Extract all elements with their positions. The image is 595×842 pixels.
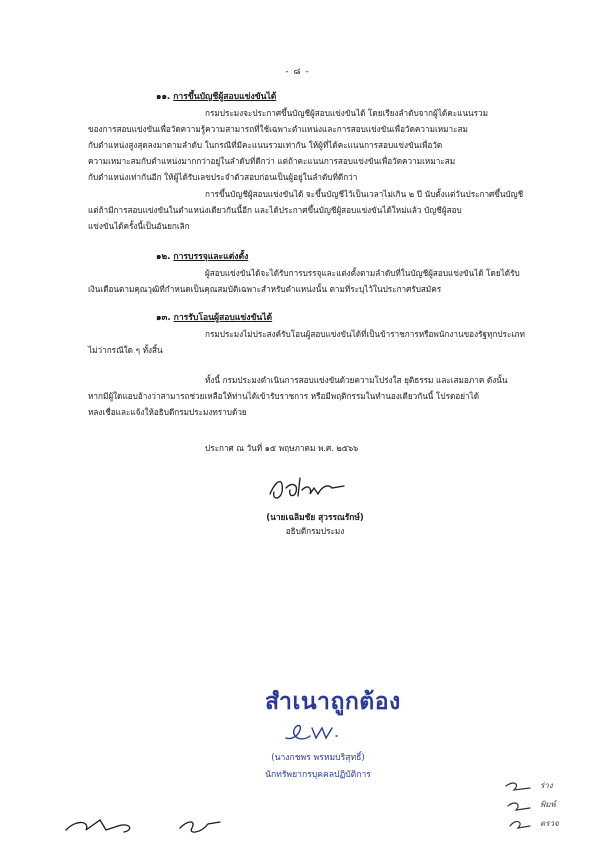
s11-line-7: แต่ถ้ามีการสอบแข่งขันในตำแหน่งเดียวกันนี้อีก และได้ประกาศขึ้นบัญชีผู้สอบแข่งขันได้ใหม่แล้ว บัญชีผู้สอบ xyxy=(88,205,462,215)
section-number: ๑๓. xyxy=(156,313,171,323)
signer-name: (นายเฉลิมชัย สุวรรณรักษ์) xyxy=(266,512,364,522)
certifier-title: นักทรัพยากรบุคคลปฏิบัติการ xyxy=(265,770,371,780)
s11-line-2: ของการสอบแข่งขันเพื่อวัดความรู้ความสามารถที่ใช้เฉพาะตำแหน่งและการสอบแข่งขันเพื่อวัดความเหมาะสม xyxy=(88,124,468,134)
initials-signature xyxy=(60,812,230,838)
page-number: - ๘ - xyxy=(285,67,310,77)
s13-line-2: ไม่ว่ากรณีใด ๆ ทั้งสิ้น xyxy=(88,345,163,355)
s12-line-1: ผู้สอบแข่งขันได้จะได้รับการบรรจุและแต่งตั้งตามลำดับที่ในบัญชีผู้สอบแข่งขันได้ โดยได้รับ xyxy=(205,268,520,278)
s11-line-1: กรมประมงจะประกาศขึ้นบัญชีผู้สอบแข่งขันได้ โดยเรียงลำดับจากผู้ได้คะแนนรวม xyxy=(205,108,488,118)
closing-line-3: หลงเชื่อและแจ้งให้อธิบดีกรมประมงทราบด้วย xyxy=(88,407,247,417)
section-13-heading xyxy=(156,310,272,324)
closing-line-2: หากมีผู้ใดแอบอ้างว่าสามารถช่วยเหลือให้ท่านได้เข้ารับราชการ หรือมีพฤติกรรมในทำนองเดียวกันนี้ โปรดอย่าได้ xyxy=(88,391,480,401)
closing-line-1: ทั้งนี้ กรมประมงดำเนินการสอบแข่งขันด้วยความโปร่งใส ยุติธรรม และเสมอภาค ดังนั้น xyxy=(205,375,508,385)
section-title: การบรรจุและแต่งตั้ง xyxy=(173,252,249,262)
section-number: ๑๒. xyxy=(156,252,171,262)
section-12-heading xyxy=(156,249,248,263)
certifier-name: (นางกชพร พรหมบริสุทธิ์) xyxy=(271,753,365,763)
s12-line-2: เงินเดือนตามคุณวุฒิที่กำหนดเป็นคุณสมบัติเฉพาะสำหรับตำแหน่งนั้น ตามที่ระบุไว้ในประกาศรับสมัคร xyxy=(88,284,442,294)
s11-line-4: ความเหมาะสมกับตำแหน่งมากกว่าอยู่ในลำดับที่ดีกว่า แต่ถ้าคะแนนการสอบแข่งขันเพื่อวัดความเหมาะสม xyxy=(88,156,456,166)
announce-date: ประกาศ ณ วันที่ ๑๕ พฤษภาคม พ.ศ. ๒๕๖๖ xyxy=(205,443,359,453)
s11-line-5: กับตำแหน่งเท่ากันอีก ให้ผู้ได้รับเลขประจำตัวสอบก่อนเป็นผู้อยู่ในลำดับที่ดีกว่า xyxy=(88,172,358,182)
s13-line-1: กรมประมงไม่ประสงค์รับโอนผู้สอบแข่งขันได้ที่เป็นข้าราชการหรือพนักงานของรัฐทุกประเภท xyxy=(205,329,525,339)
section-11-heading xyxy=(156,89,276,103)
s11-line-8: แข่งขันได้ครั้งนี้เป็นอันยกเลิก xyxy=(88,221,190,231)
director-signature xyxy=(262,470,352,506)
s11-line-6: การขึ้นบัญชีผู้สอบแข่งขันได้ จะขึ้นบัญชีไว้เป็นเวลาไม่เกิน ๒ ปี นับตั้งแต่วันประกาศขึ้นบัญชี xyxy=(205,189,524,199)
annotation-checked: ตรวจ xyxy=(540,819,559,828)
certified-copy-stamp: สำเนาถูกต้อง xyxy=(265,689,401,715)
signer-title: อธิบดีกรมประมง xyxy=(285,526,345,536)
section-title: การรับโอนผู้สอบแข่งขันได้ xyxy=(173,313,273,323)
annotation-typed: พิมพ์ xyxy=(540,800,556,809)
approval-initials xyxy=(500,776,540,832)
section-number: ๑๑. xyxy=(156,92,171,102)
certifier-signature xyxy=(282,718,352,748)
s11-line-3: กับตำแหน่งสูงสุดลงมาตามลำดับ ในกรณีที่มีคะแนนรวมเท่ากัน ให้ผู้ที่ได้คะแนนการสอบแข่งขันเพื่อวัด xyxy=(88,140,443,150)
section-title: การขึ้นบัญชีผู้สอบแข่งขันได้ xyxy=(173,92,277,102)
annotation-draft: ร่าง xyxy=(540,781,553,790)
